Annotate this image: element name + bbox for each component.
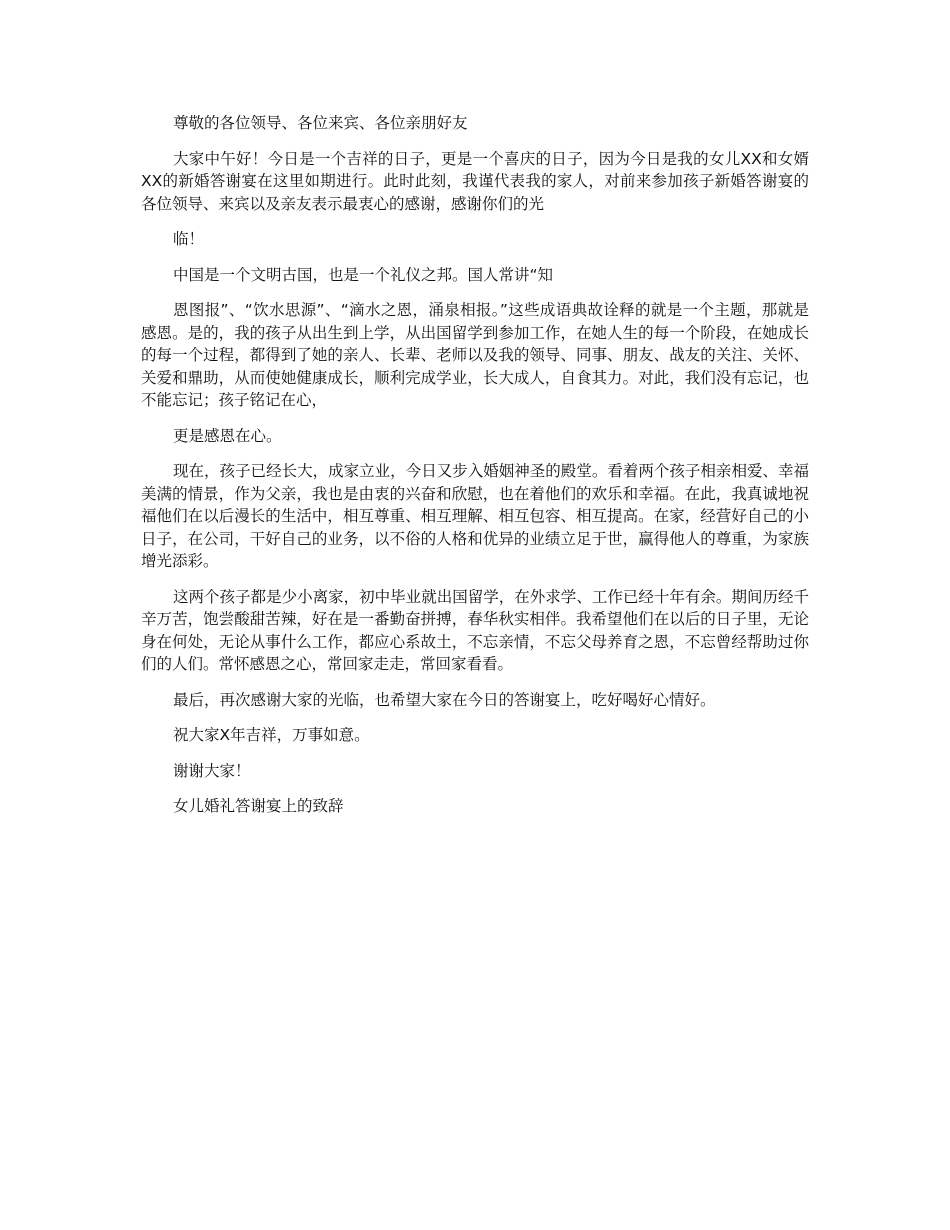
document-body (141, 112, 809, 831)
greeting-paragraph: 尊敬的各位领导、各位来宾、各位亲朋好友 (173, 114, 468, 132)
opening-paragraph: 大家中午好！今日是一个吉祥的日子，更是一个喜庆的日子，因为今日是我的女儿XX和女婿XX的新婚答谢宴在这里如期进行。此时此刻，我谨代表我的家人，对前来参加孩子新婚答谢宴的各位领导、来宾以及亲友表示最衷心的感谢，感谢你们的光 (141, 149, 809, 213)
gratitude-paragraph-continued: 更是感恩在心。 (173, 426, 282, 445)
hope-paragraph: 这两个孩子都是少小离家，初中毕业就出国留学，在外求学、工作已经十年有余。期间历经千辛万苦，饱尝酸甜苦辣，好在是一番勤奋拼搏，春华秋实相伴。我希望他们在以后的日子里，无论身在何处，无论从事什么工作，都应心系故土，不忘亲情，不忘父母养育之恩，不忘曾经帮助过你们的人们。常怀感恩之心，常回家走走，常回家看看。 (141, 587, 809, 673)
wishes-paragraph: 祝大家X年吉祥，万事如意。 (173, 726, 370, 744)
gratitude-paragraph: 恩图报”、“饮水思源”、“滴水之恩，涌泉相报。”这些成语典故诠释的就是一个主题，那就是感恩。是的，我的孩子从出生到上学，从出国留学到参加工作，在她人生的每一个阶段，在她成长的每一个过程，都得到了她的亲人、长辈、老师以及我的领导、同事、朋友、战友的关注、关怀、关爱和鼎助，从而使她健康成长，顺利完成学业，长大成人，自食其力。对此，我们没有忘记，也不能忘记；孩子铭记在心， (141, 301, 809, 409)
thank-you-line: 谢谢大家！ (173, 761, 251, 780)
speech-title-line: 女儿婚礼答谢宴上的致辞 (173, 797, 344, 815)
opening-paragraph-continued: 临！ (173, 230, 205, 248)
gratitude-intro-paragraph: 中国是一个文明古国，也是一个礼仪之邦。国人常讲“知 (173, 265, 554, 284)
closing-thanks-paragraph: 最后，再次感谢大家的光临，也希望大家在今日的答谢宴上，吃好喝好心情好。 (173, 690, 716, 709)
blessing-paragraph: 现在，孩子已经长大，成家立业，今日又步入婚姻神圣的殿堂。看着两个孩子相亲相爱、幸福美满的情景，作为父亲，我也是由衷的兴奋和欣慰，也在着他们的欢乐和幸福。在此，我真诚地祝福他们在以后漫长的生活中，相互尊重、相互理解、相互包容、相互提高。在家，经营好自己的小日子，在公司，干好自己的业务，以不俗的人格和优异的业绩立足于世，赢得他人的尊重，为家族增光添彩。 (141, 462, 809, 570)
